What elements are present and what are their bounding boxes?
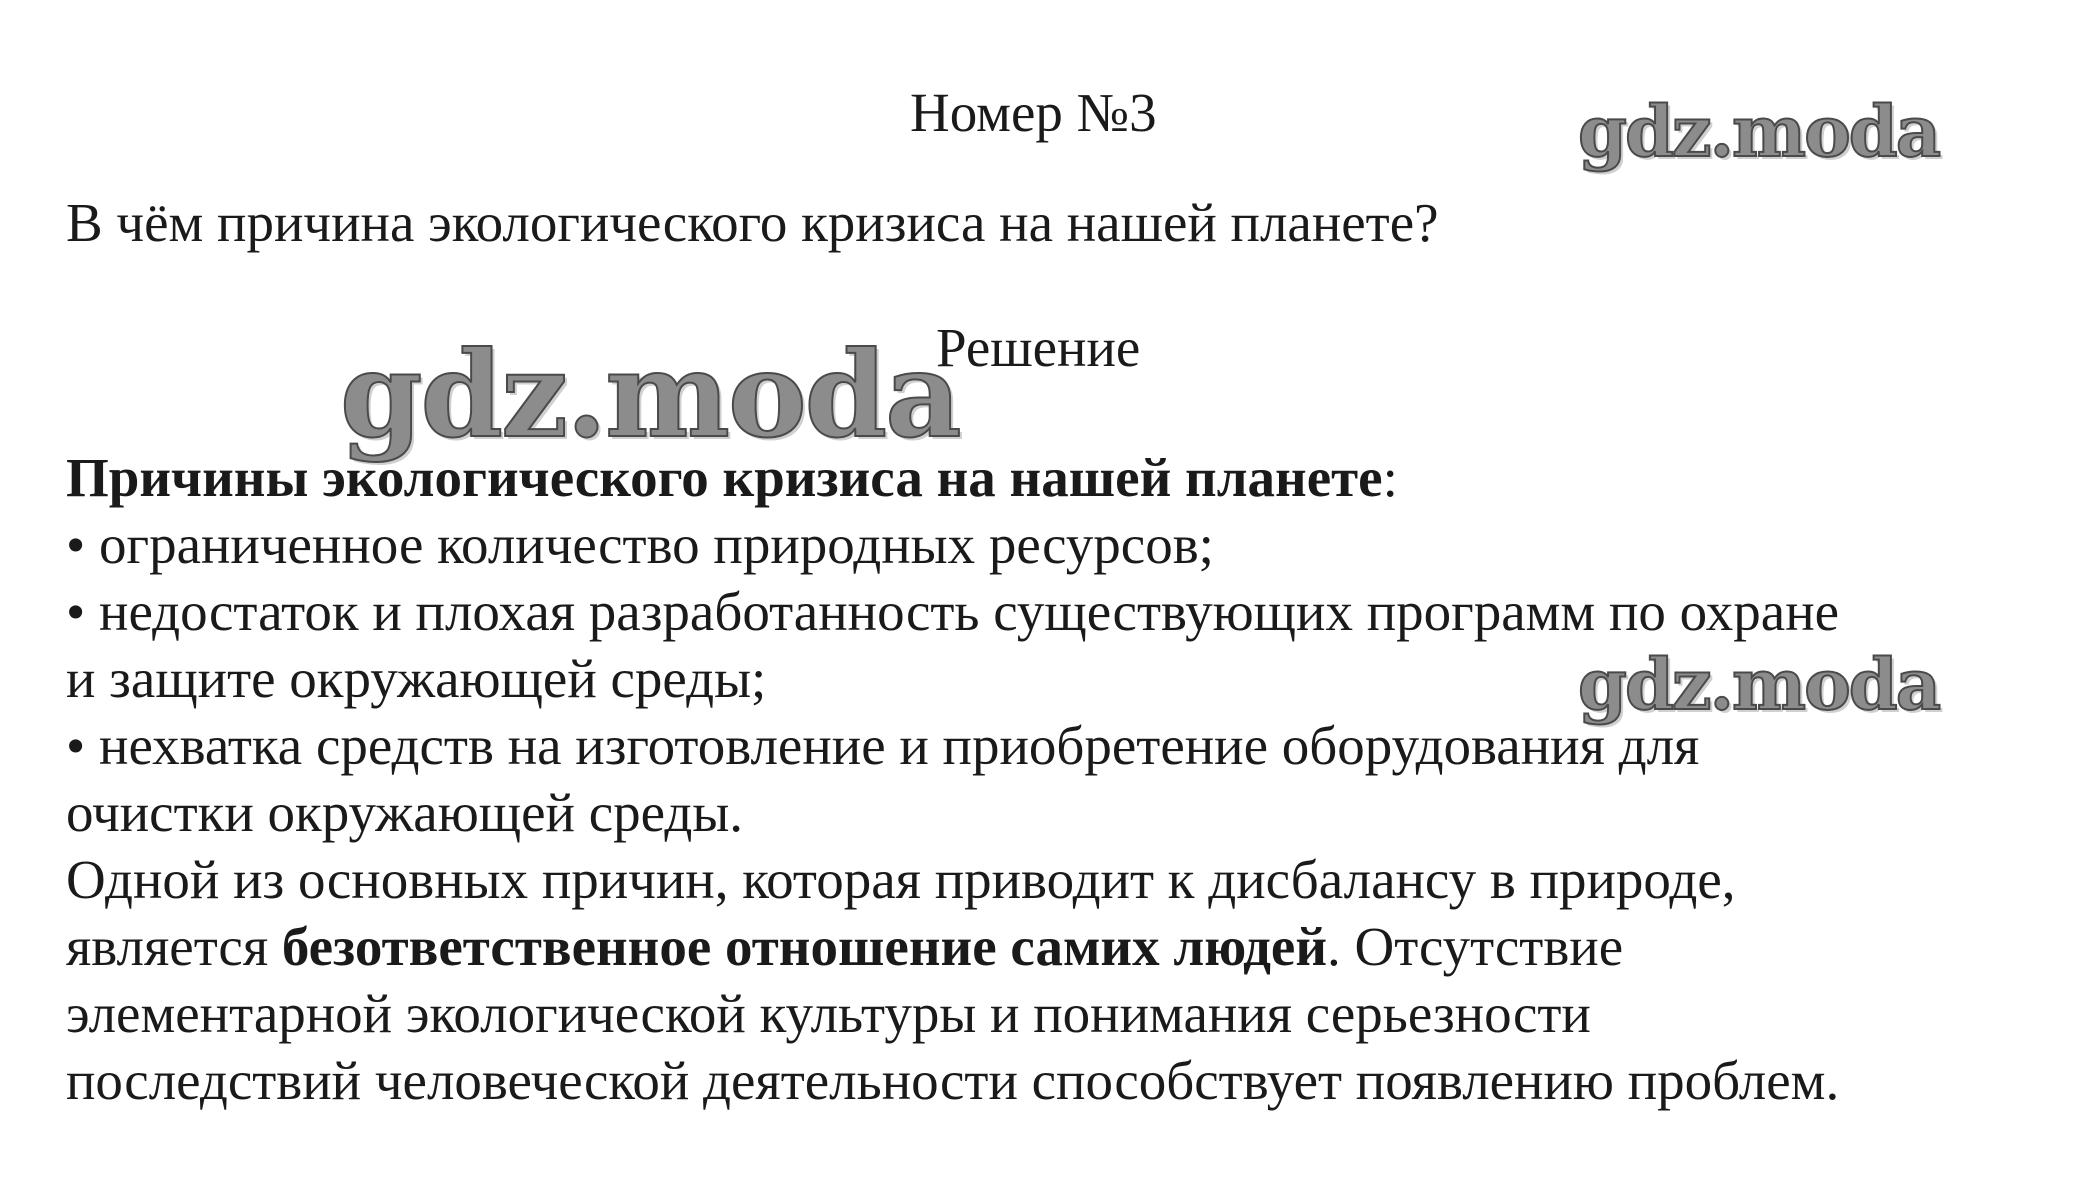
watermark-middle-left: gdz.moda <box>340 325 960 464</box>
paragraph-line: Одной из основных причин, которая приводит к дисбалансу в природе, <box>66 849 1736 910</box>
answer-list-title <box>66 445 1398 511</box>
solution-heading: Решение <box>936 317 1141 378</box>
list-item-continuation: и защите окружающей среды; <box>66 648 767 709</box>
paragraph-emphasis: безответственное отношение самих людей <box>281 916 1328 977</box>
page-title: Номер №3 <box>910 82 1157 143</box>
list-item-continuation: очистки окружающей среды. <box>66 782 744 843</box>
list-item: • ограниченное количество природных ресурсов; <box>66 514 1214 575</box>
paragraph-line-start: является <box>66 916 282 977</box>
answer-list-title-bold: Причины экологического кризиса на нашей планете <box>66 447 1383 508</box>
list-item: • недостаток и плохая разработанность существующих программ по охране <box>66 581 1840 642</box>
paragraph-line <box>66 914 1623 980</box>
paragraph-line: элементарной экологической культуры и понимания серьезности <box>66 983 1591 1044</box>
watermark-lower-right: gdz.moda <box>1578 643 1940 726</box>
answer-list-title-colon: : <box>1382 447 1398 508</box>
watermark-top-right: gdz.moda <box>1578 90 1940 173</box>
question-text: В чём причина экологического кризиса на нашей планете? <box>66 192 1439 253</box>
paragraph-line-end: . Отсутствие <box>1327 916 1624 977</box>
list-item: • нехватка средств на изготовление и приобретение оборудования для <box>66 715 1700 776</box>
paragraph-line: последствий человеческой деятельности способствует появлению проблем. <box>66 1050 1840 1111</box>
